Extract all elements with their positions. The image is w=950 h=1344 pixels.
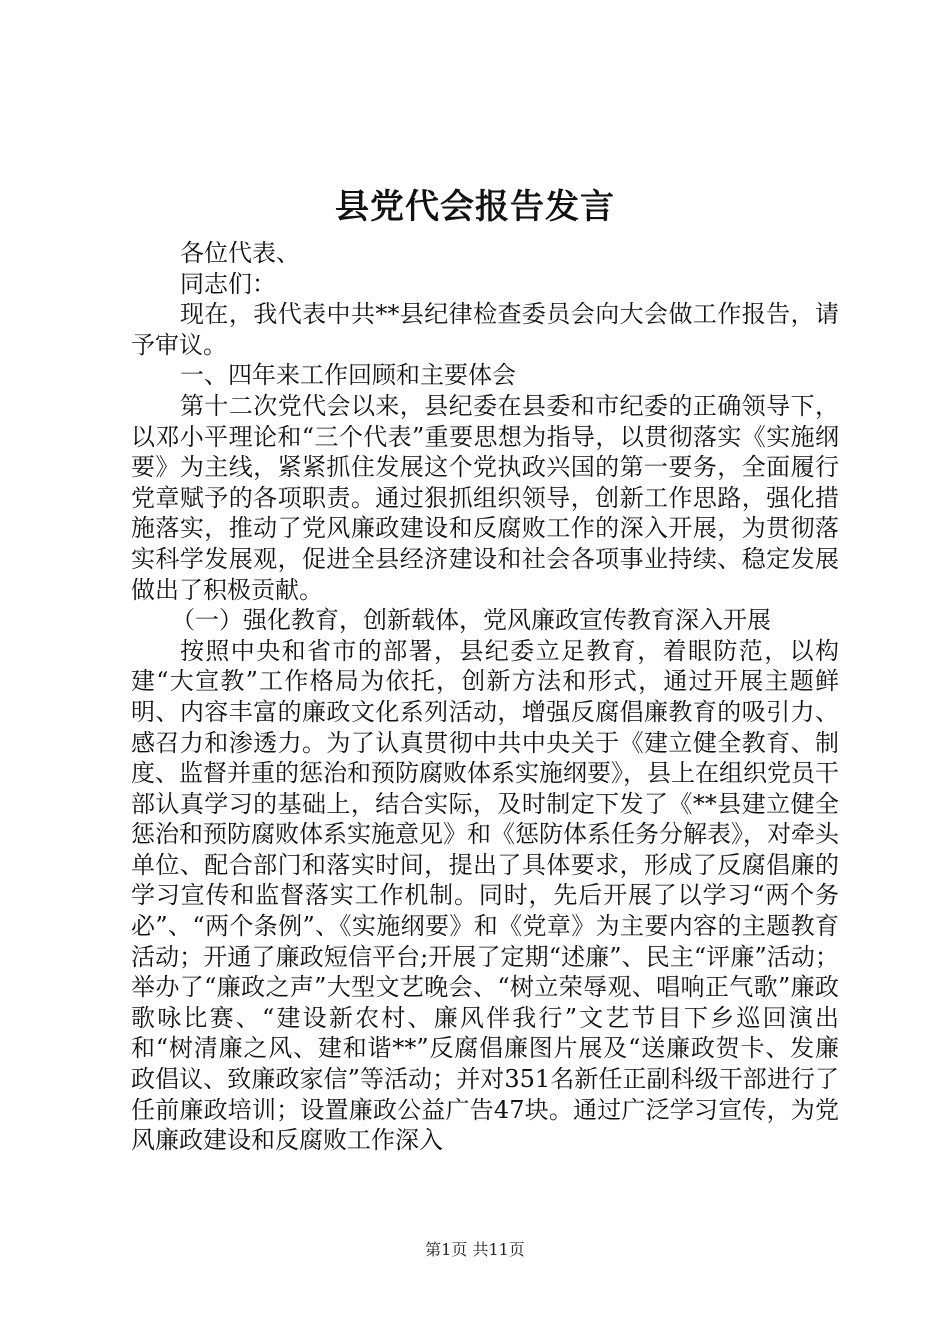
document-body (131, 238, 839, 1156)
education-paragraph: 按照中央和省市的部署，县纪委立足教育，着眼防范，以构建“大宣教”工作格局为依托，创新方法和形式，通过开展主题鲜明、内容丰富的廉政文化系列活动，增强反腐倡廉教育的吸引力、感召力和渗透力。为了认真贯彻中共中央关于《建立健全教育、制度、监督并重的惩治和预防腐败体系实施纲要》，县上在组织党员干部认真学习的基础上，结合实际，及时制定下发了《**县建立健全惩治和预防腐败体系实施意见》和《惩防体系任务分解表》，对牵头单位、配合部门和落实时间，提出了具体要求，形成了反腐倡廉的学习宣传和监督落实工作机制。同时，先后开展了以学习“两个务必”、“两个条例”、《实施纲要》和《党章》为主要内容的主题教育活动；开通了廉政短信平台;开展了定期“述廉”、民主“评廉”活动；举办了“廉政之声”大型文艺晚会、“树立荣辱观、唱响正气歌”廉政歌咏比赛、“建设新农村、廉风伴我行”文艺节目下乡巡回演出和“树清廉之风、建和谐**”反腐倡廉图片展及“送廉政贺卡、发廉政倡议、致廉政家信”等活动；并对351名新任正副科级干部进行了任前廉政培训；设置廉政公益广告47块。通过广泛学习宣传，为党风廉政建设和反腐败工作深入 (131, 636, 839, 1155)
opening-paragraph: 现在，我代表中共**县纪律检查委员会向大会做工作报告，请予审议。 (131, 300, 839, 359)
salutation-comrades: 同志们： (180, 269, 276, 298)
page-number-footer: 第1页 共11页 (425, 1240, 525, 1259)
document-title: 县党代会报告发言 (335, 187, 615, 227)
salutation-delegates: 各位代表、 (180, 239, 300, 267)
review-paragraph: 第十二次党代会以来，县纪委在县委和市纪委的正确领导下，以邓小平理论和“三个代表”重要思想为指导，以贯彻落实《实施纲要》为主线，紧紧抓住发展这个党执政兴国的第一要务，全面履行党章赋予的各项职责。通过狠抓组织领导，创新工作思路，强化措施落实，推动了党风廉政建设和反腐败工作的深入开展，为贯彻落实科学发展观，促进全县经济建设和社会各项事业持续、稳定发展做出了积极贡献。 (131, 391, 839, 604)
section-heading-1: 一、四年来工作回顾和主要体会 (180, 361, 516, 390)
subsection-heading-1: （一）强化教育，创新载体，党风廉政宣传教育深入开展 (171, 606, 771, 635)
